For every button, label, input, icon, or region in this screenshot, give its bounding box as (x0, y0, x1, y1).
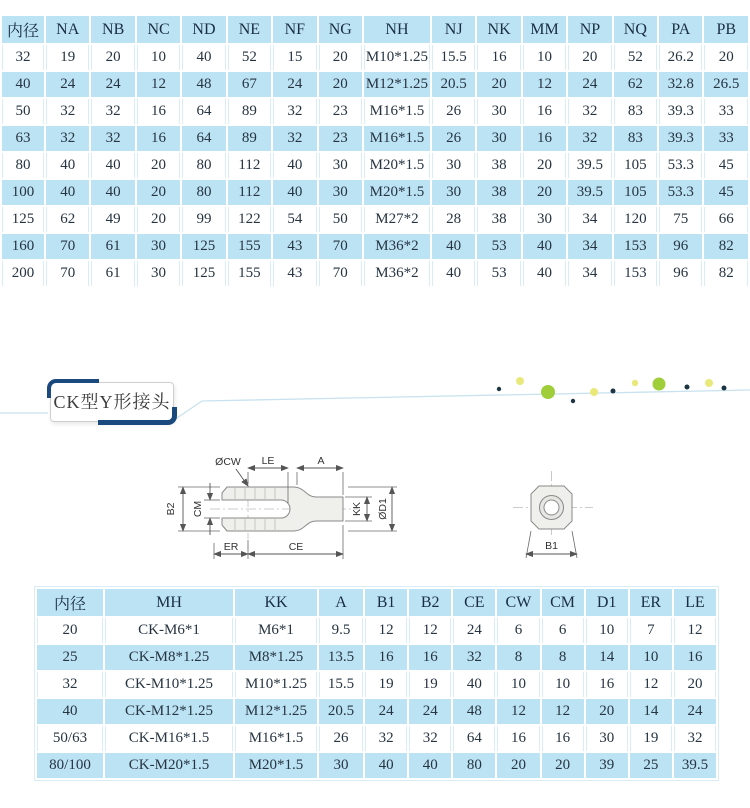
column-header: B1 (365, 589, 407, 616)
column-header: 内径 (37, 589, 103, 616)
table-cell: 122 (228, 207, 271, 232)
table-cell: 24 (273, 72, 316, 97)
table-cell: 67 (228, 72, 271, 97)
table-row (37, 645, 716, 670)
table-cell: 38 (477, 180, 520, 205)
table-cell: 19 (365, 672, 407, 697)
table-cell: 16 (477, 45, 520, 70)
decor-dot (541, 385, 555, 399)
table-cell: 200 (2, 261, 44, 286)
decor-dot (611, 389, 616, 394)
table-cell: 38 (477, 207, 520, 232)
table-cell: 15 (273, 45, 316, 70)
table-cell: 62 (614, 72, 657, 97)
table-cell: 16 (365, 645, 407, 670)
table-cell: 20 (568, 45, 611, 70)
table-cell: 12 (523, 72, 566, 97)
column-header: LE (674, 589, 716, 616)
table-cell: CK-M6*1 (105, 618, 233, 643)
table-cell: 12 (674, 618, 716, 643)
column-header: MH (105, 589, 233, 616)
table-cell: 26.5 (704, 72, 748, 97)
table-cell: 10 (586, 618, 628, 643)
column-header: CW (497, 589, 539, 616)
clevis-side-view (160, 445, 410, 570)
table-cell: 89 (228, 99, 271, 124)
table-cell: 45 (704, 153, 748, 178)
decor-dot (705, 379, 713, 387)
section-title: CK型Y形接头 (53, 392, 171, 412)
table-cell: 10 (630, 645, 672, 670)
column-header: NQ (614, 16, 657, 43)
table-cell: 40 (46, 180, 89, 205)
table-cell: 61 (91, 234, 134, 259)
table-cell: 14 (586, 645, 628, 670)
table-cell: 89 (228, 126, 271, 151)
table-cell: M36*2 (364, 234, 430, 259)
column-header: PA (659, 16, 702, 43)
table-cell: 26 (432, 126, 475, 151)
table-cell: CK-M8*1.25 (105, 645, 233, 670)
table-cell: M20*1.5 (235, 753, 317, 778)
table-cell: 50 (319, 207, 362, 232)
table-cell: 70 (319, 234, 362, 259)
table-cell: 12 (497, 699, 539, 724)
bottom-spec-table (34, 586, 719, 781)
table-cell: 40 (91, 153, 134, 178)
top-spec-table (0, 14, 750, 288)
table-cell: 25 (630, 753, 672, 778)
table-cell: 16 (409, 645, 451, 670)
table-cell: 43 (273, 234, 316, 259)
table-cell: CK-M10*1.25 (105, 672, 233, 697)
bore-hole (544, 500, 559, 515)
table-cell: 53.3 (659, 153, 702, 178)
table-cell: M16*1.5 (364, 99, 430, 124)
table-cell: 100 (2, 180, 44, 205)
table-row (2, 72, 748, 97)
decor-dot (653, 378, 666, 391)
table-cell: 112 (228, 153, 271, 178)
table-cell: 38 (477, 153, 520, 178)
column-header: NP (568, 16, 611, 43)
dim-label-cw: ØCW (215, 456, 241, 468)
table-cell: 20 (497, 753, 539, 778)
table-cell: 12 (409, 618, 451, 643)
table-cell: 23 (319, 99, 362, 124)
table-cell: 75 (659, 207, 702, 232)
table-cell: 12 (137, 72, 180, 97)
table-cell: 64 (182, 126, 225, 151)
table-cell: 155 (228, 261, 271, 286)
table-cell: 52 (614, 45, 657, 70)
table-cell: 28 (432, 207, 475, 232)
table-cell: 20 (37, 618, 103, 643)
decor-dot (632, 380, 638, 386)
table-cell: 16 (137, 126, 180, 151)
column-header: NK (477, 16, 520, 43)
table-cell: 32 (568, 99, 611, 124)
table-cell: 82 (704, 234, 748, 259)
table-cell: 32 (46, 99, 89, 124)
table-cell: 10 (523, 45, 566, 70)
dim-label-ce: CE (288, 541, 304, 553)
table-cell: 64 (453, 726, 495, 751)
table-cell: 80 (182, 180, 225, 205)
table-cell: 6 (542, 618, 584, 643)
header-row (37, 589, 716, 616)
table-cell: M20*1.5 (364, 153, 430, 178)
table-cell: 99 (182, 207, 225, 232)
table-cell: 20 (319, 45, 362, 70)
table-cell: 30 (477, 126, 520, 151)
table-cell: 32 (91, 126, 134, 151)
table-cell: M20*1.5 (364, 180, 430, 205)
column-header: MM (523, 16, 566, 43)
table-cell: 70 (46, 234, 89, 259)
table-cell: 80/100 (37, 753, 103, 778)
table-cell: 32.8 (659, 72, 702, 97)
table-cell: 125 (182, 261, 225, 286)
table-cell: 16 (674, 645, 716, 670)
table-cell: 20 (319, 72, 362, 97)
table-cell: 26 (432, 99, 475, 124)
table-cell: 155 (228, 234, 271, 259)
table-cell: 16 (523, 126, 566, 151)
table-cell: M27*2 (364, 207, 430, 232)
table-cell: 14 (630, 699, 672, 724)
table-cell: 24 (91, 72, 134, 97)
table-cell: 20 (477, 72, 520, 97)
table-row (2, 261, 748, 286)
table-cell: 33 (704, 99, 748, 124)
table-cell: 39.5 (674, 753, 716, 778)
table-row (2, 153, 748, 178)
table-cell: 30 (477, 99, 520, 124)
column-header: A (319, 589, 363, 616)
table-cell: 32 (568, 126, 611, 151)
table-cell: 66 (704, 207, 748, 232)
table-cell: 160 (2, 234, 44, 259)
table-cell: 20.5 (432, 72, 475, 97)
table-cell: 20 (137, 153, 180, 178)
table-cell: 40 (453, 672, 495, 697)
table-cell: 24 (674, 699, 716, 724)
table-cell: 33 (704, 126, 748, 151)
table-cell: 48 (182, 72, 225, 97)
table-cell: 16 (542, 726, 584, 751)
column-header: B2 (409, 589, 451, 616)
table-cell: 63 (2, 126, 44, 151)
table-cell: 32 (453, 645, 495, 670)
table-cell: 40 (273, 153, 316, 178)
table-cell: 45 (704, 180, 748, 205)
dim-label-b1: B1 (545, 540, 558, 552)
table-cell: 24 (46, 72, 89, 97)
table-cell: 39 (586, 753, 628, 778)
table-cell: 105 (614, 180, 657, 205)
column-header: NJ (432, 16, 475, 43)
table-cell: 20 (523, 153, 566, 178)
table-cell: 32 (37, 672, 103, 697)
divider-line-right (174, 390, 750, 420)
table-cell: 20 (137, 207, 180, 232)
table-cell: 153 (614, 261, 657, 286)
table-cell: 20.5 (319, 699, 363, 724)
table-cell: 62 (46, 207, 89, 232)
table-cell: 83 (614, 99, 657, 124)
column-header: 内径 (2, 16, 44, 43)
table-cell: 153 (614, 234, 657, 259)
table-cell: 120 (614, 207, 657, 232)
column-header: NB (91, 16, 134, 43)
table-row (2, 234, 748, 259)
table-cell: 20 (586, 699, 628, 724)
table-cell: 32 (273, 99, 316, 124)
table-cell: 48 (453, 699, 495, 724)
table-cell: 40 (523, 234, 566, 259)
decor-dot (571, 399, 575, 403)
table-row (37, 699, 716, 724)
table-cell: M12*1.25 (235, 699, 317, 724)
table-cell: 30 (319, 753, 363, 778)
dim-label-d1: ØD1 (377, 498, 389, 520)
column-header: NC (137, 16, 180, 43)
table-cell: 83 (614, 126, 657, 151)
cw-leader-line (236, 469, 248, 486)
table-cell: 30 (432, 153, 475, 178)
table-row (2, 180, 748, 205)
table-cell: 40 (523, 261, 566, 286)
decor-dot (722, 386, 727, 391)
table-cell: 26 (319, 726, 363, 751)
decor-dot (497, 387, 501, 391)
column-header: KK (235, 589, 317, 616)
table-cell: 10 (137, 45, 180, 70)
column-header: D1 (586, 589, 628, 616)
table-cell: M16*1.5 (235, 726, 317, 751)
table-cell: 39.3 (659, 99, 702, 124)
table-row (37, 753, 716, 778)
column-header: CM (542, 589, 584, 616)
decor-dot (685, 385, 690, 390)
section-label-box (50, 382, 174, 422)
table-cell: 53 (477, 234, 520, 259)
table-cell: 34 (568, 261, 611, 286)
table-cell: 40 (91, 180, 134, 205)
table-cell: 10 (542, 672, 584, 697)
table-cell: 24 (409, 699, 451, 724)
table-cell: 19 (46, 45, 89, 70)
table-cell: CK-M16*1.5 (105, 726, 233, 751)
table-cell: 32 (674, 726, 716, 751)
table-cell: 20 (704, 45, 748, 70)
table-cell: 105 (614, 153, 657, 178)
table-cell: 13.5 (319, 645, 363, 670)
table-cell: 6 (497, 618, 539, 643)
table-cell: 30 (523, 207, 566, 232)
table-cell: 54 (273, 207, 316, 232)
table-cell: 30 (137, 234, 180, 259)
table-cell: 39.5 (568, 180, 611, 205)
dim-label-b2: B2 (165, 502, 177, 516)
table-cell: M16*1.5 (364, 126, 430, 151)
table-cell: 40 (365, 753, 407, 778)
table-cell: 16 (497, 726, 539, 751)
table-cell: 32 (91, 99, 134, 124)
decor-dot (590, 388, 598, 396)
table-cell: 40 (432, 261, 475, 286)
table-cell: 40 (2, 72, 44, 97)
table-cell: 19 (630, 726, 672, 751)
table-cell: 30 (432, 180, 475, 205)
table-cell: 53.3 (659, 180, 702, 205)
table-cell: 125 (182, 234, 225, 259)
column-header: NE (228, 16, 271, 43)
table-cell: M8*1.25 (235, 645, 317, 670)
table-cell: 80 (453, 753, 495, 778)
table-cell: CK-M12*1.25 (105, 699, 233, 724)
table-cell: 16 (586, 672, 628, 697)
table-cell: 10 (497, 672, 539, 697)
table-cell: 32 (365, 726, 407, 751)
table-cell: 64 (182, 99, 225, 124)
table-cell: 8 (497, 645, 539, 670)
column-header: NF (273, 16, 316, 43)
dim-label-le: LE (261, 455, 275, 467)
table-cell: 8 (542, 645, 584, 670)
table-cell: 12 (542, 699, 584, 724)
table-cell: 53 (477, 261, 520, 286)
table-cell: 39.5 (568, 153, 611, 178)
column-header: ER (630, 589, 672, 616)
table-cell: CK-M20*1.5 (105, 753, 233, 778)
table-cell: 40 (273, 180, 316, 205)
table-cell: 20 (542, 753, 584, 778)
table-cell: 70 (319, 261, 362, 286)
table-cell: 9.5 (319, 618, 363, 643)
table-row (37, 726, 716, 751)
dim-label-er: ER (223, 541, 239, 553)
table-row (2, 126, 748, 151)
table-cell: 34 (568, 207, 611, 232)
table-cell: 24 (365, 699, 407, 724)
table-cell: 39.3 (659, 126, 702, 151)
table-cell: 112 (228, 180, 271, 205)
table-cell: 25 (37, 645, 103, 670)
table-cell: M36*2 (364, 261, 430, 286)
table-cell: 70 (46, 261, 89, 286)
table-cell: 96 (659, 261, 702, 286)
table-cell: 61 (91, 261, 134, 286)
table-cell: 40 (432, 234, 475, 259)
table-cell: 15.5 (432, 45, 475, 70)
table-cell: 80 (2, 153, 44, 178)
table-cell: 52 (228, 45, 271, 70)
table-cell: 16 (137, 99, 180, 124)
table-cell: 20 (137, 180, 180, 205)
table-cell: 7 (630, 618, 672, 643)
table-cell: 30 (319, 180, 362, 205)
table-cell: 34 (568, 234, 611, 259)
table-cell: 23 (319, 126, 362, 151)
column-header: PB (704, 16, 748, 43)
table-cell: 43 (273, 261, 316, 286)
table-cell: 30 (137, 261, 180, 286)
table-cell: 20 (674, 672, 716, 697)
table-row (2, 45, 748, 70)
table-row (37, 672, 716, 697)
table-row (2, 99, 748, 124)
table-cell: 125 (2, 207, 44, 232)
column-header: CE (453, 589, 495, 616)
table-cell: 26.2 (659, 45, 702, 70)
dim-label-cm: CM (192, 500, 204, 518)
table-cell: 40 (409, 753, 451, 778)
table-row (37, 618, 716, 643)
table-cell: 40 (37, 699, 103, 724)
table-cell: 20 (91, 45, 134, 70)
table-cell: 12 (630, 672, 672, 697)
table-cell: 30 (586, 726, 628, 751)
table-cell: 50 (2, 99, 44, 124)
table-cell: 19 (409, 672, 451, 697)
dim-label-kk: KK (351, 501, 363, 517)
table-cell: 24 (453, 618, 495, 643)
table-cell: 32 (46, 126, 89, 151)
table-cell: 50/63 (37, 726, 103, 751)
table-cell: 82 (704, 261, 748, 286)
header-row (2, 16, 748, 43)
column-header: NH (364, 16, 430, 43)
table-cell: 80 (182, 153, 225, 178)
table-cell: 30 (319, 153, 362, 178)
column-header: NG (319, 16, 362, 43)
table-cell: M6*1 (235, 618, 317, 643)
table-cell: 15.5 (319, 672, 363, 697)
table-cell: 40 (46, 153, 89, 178)
dim-label-a: A (317, 455, 325, 467)
table-cell: M10*1.25 (235, 672, 317, 697)
table-cell: 24 (568, 72, 611, 97)
table-cell: 96 (659, 234, 702, 259)
table-cell: 32 (409, 726, 451, 751)
column-header: ND (182, 16, 225, 43)
table-cell: 20 (523, 180, 566, 205)
table-cell: M12*1.25 (364, 72, 430, 97)
clevis-end-view (505, 465, 615, 570)
column-header: NA (46, 16, 89, 43)
decor-dot (516, 377, 524, 385)
table-cell: M10*1.25 (364, 45, 430, 70)
table-cell: 32 (273, 126, 316, 151)
table-row (2, 207, 748, 232)
table-cell: 40 (182, 45, 225, 70)
table-cell: 49 (91, 207, 134, 232)
table-cell: 16 (523, 99, 566, 124)
table-cell: 32 (2, 45, 44, 70)
table-cell: 12 (365, 618, 407, 643)
